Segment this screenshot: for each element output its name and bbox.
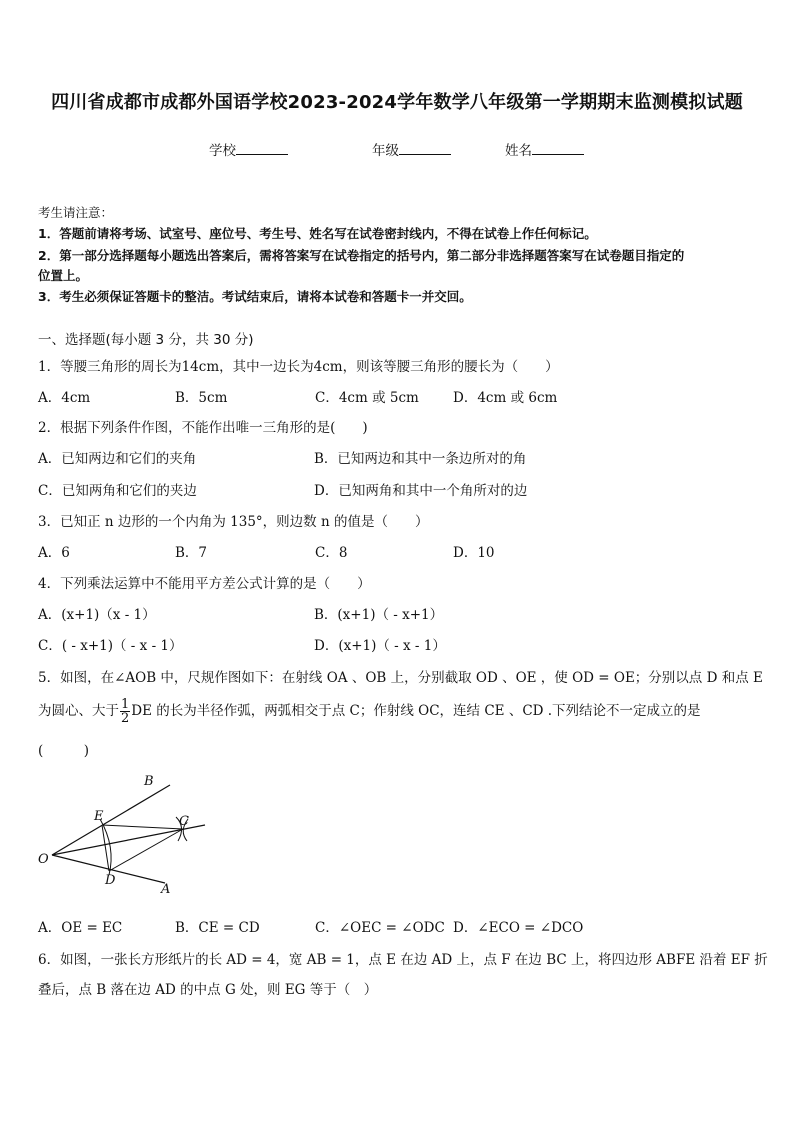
q2-option-a[interactable]: A．已知两边和它们的夹角 xyxy=(38,451,197,467)
q3-option-c[interactable]: C．8 xyxy=(315,545,348,561)
q5-line2-post: DE 的长为半径作弧，两弧相交于点 C；作射线 OC，连结 CE 、CD .下列结论不一定成立的是 xyxy=(131,703,701,719)
angle-bisector-figure xyxy=(30,765,220,900)
question-5-line-2 xyxy=(38,692,701,730)
student-info-fields xyxy=(0,139,794,161)
segment-dc xyxy=(109,829,183,871)
q4-option-b[interactable]: B．(x+1)（ - x+1） xyxy=(314,607,444,623)
q5-option-c[interactable]: C．∠OEC = ∠ODC xyxy=(315,920,445,936)
notice-item-1: 1．答题前请将考场、试室号、座位号、考生号、姓名写在试卷密封线内，不得在试卷上作任何标记。 xyxy=(38,226,597,241)
point-label-o: O xyxy=(38,852,49,867)
point-label-c: C xyxy=(179,814,189,829)
name-field xyxy=(505,139,584,159)
q1-option-c[interactable]: C．4cm 或 5cm xyxy=(315,390,419,406)
ray-ob xyxy=(52,785,170,855)
question-4-stem: 4．下列乘法运算中不能用平方差公式计算的是（ ） xyxy=(38,576,371,592)
exam-title: 四川省成都市成都外国语学校2023-2024学年数学八年级第一学期期末监测模拟试题 xyxy=(51,92,743,113)
notice-item-2-cont: 位置上。 xyxy=(38,268,89,283)
q2-option-d[interactable]: D．已知两角和其中一个角所对的边 xyxy=(314,483,528,499)
question-2-stem: 2．根据下列条件作图，不能作出唯一三角形的是( ) xyxy=(38,420,368,436)
q4-option-d[interactable]: D．(x+1)（ - x - 1） xyxy=(314,638,446,654)
question-3-stem: 3．已知正 n 边形的一个内角为 135°，则边数 n 的值是（ ） xyxy=(38,514,429,530)
q5-line2-pre: 为圆心、大于 xyxy=(38,703,119,719)
school-field xyxy=(209,139,288,159)
question-5-line-3: ( ) xyxy=(38,743,90,759)
point-label-a: A xyxy=(161,882,171,897)
name-blank[interactable] xyxy=(532,140,584,155)
question-1-stem: 1．等腰三角形的周长为14cm，其中一边长为4cm，则该等腰三角形的腰长为（ ） xyxy=(38,359,559,375)
q3-option-a[interactable]: A．6 xyxy=(38,545,70,561)
q1-option-a[interactable]: A．4cm xyxy=(38,390,91,406)
q4-option-a[interactable]: A．(x+1)（x - 1） xyxy=(38,607,156,623)
section-heading: 一、选择题(每小题 3 分，共 30 分) xyxy=(38,332,254,348)
q2-option-c[interactable]: C．已知两角和它们的夹边 xyxy=(38,483,197,499)
segment-ed xyxy=(102,825,109,871)
question-6-line-1: 6．如图，一张长方形纸片的长 AD = 4，宽 AB = 1，点 E 在边 AD 上，点 F 在边 BC 上，将四边形 ABFE 沿着 EF 折 xyxy=(38,952,768,968)
notice-heading: 考生请注意： xyxy=(38,205,114,220)
grade-field xyxy=(372,139,451,159)
q3-option-d[interactable]: D．10 xyxy=(453,545,495,561)
point-label-e: E xyxy=(94,809,104,824)
q5-option-a[interactable]: A．OE = EC xyxy=(38,920,123,936)
name-label: 姓名 xyxy=(505,143,532,159)
notice-item-2: 2．第一部分选择题每小题选出答案后，需将答案写在试卷指定的括号内，第二部分非选择题答案写在试卷题目指定的 xyxy=(38,248,685,263)
q4-option-c[interactable]: C．( - x+1)（ - x - 1） xyxy=(38,638,183,654)
segment-ec xyxy=(102,825,183,829)
q5-option-d[interactable]: D．∠ECO = ∠DCO xyxy=(453,920,584,936)
q1-option-d[interactable]: D．4cm 或 6cm xyxy=(453,390,558,406)
q3-option-b[interactable]: B．7 xyxy=(175,545,208,561)
q1-option-b[interactable]: B．5cm xyxy=(175,390,228,406)
point-label-b: B xyxy=(144,774,154,789)
grade-blank[interactable] xyxy=(399,140,451,155)
point-label-d: D xyxy=(105,873,116,888)
school-blank[interactable] xyxy=(236,140,288,155)
question-6-line-2: 叠后，点 B 落在边 AD 的中点 G 处，则 EG 等于（ ） xyxy=(38,982,378,998)
q2-option-b[interactable]: B．已知两边和其中一条边所对的角 xyxy=(314,451,527,467)
grade-label: 年级 xyxy=(372,143,399,159)
school-label: 学校 xyxy=(209,143,236,159)
fraction-numerator: 1 xyxy=(121,697,130,712)
fraction-one-half xyxy=(120,698,130,725)
question-5-line-1: 5．如图，在∠AOB 中，尺规作图如下：在射线 OA 、OB 上，分别截取 OD 、OE ，使 OD = OE；分别以点 D 和点 E xyxy=(38,670,763,686)
notice-item-3: 3．考生必须保证答题卡的整洁。考试结束后，请将本试卷和答题卡一并交回。 xyxy=(38,289,472,304)
fraction-denominator: 2 xyxy=(121,711,130,726)
q5-option-b[interactable]: B．CE = CD xyxy=(175,920,260,936)
